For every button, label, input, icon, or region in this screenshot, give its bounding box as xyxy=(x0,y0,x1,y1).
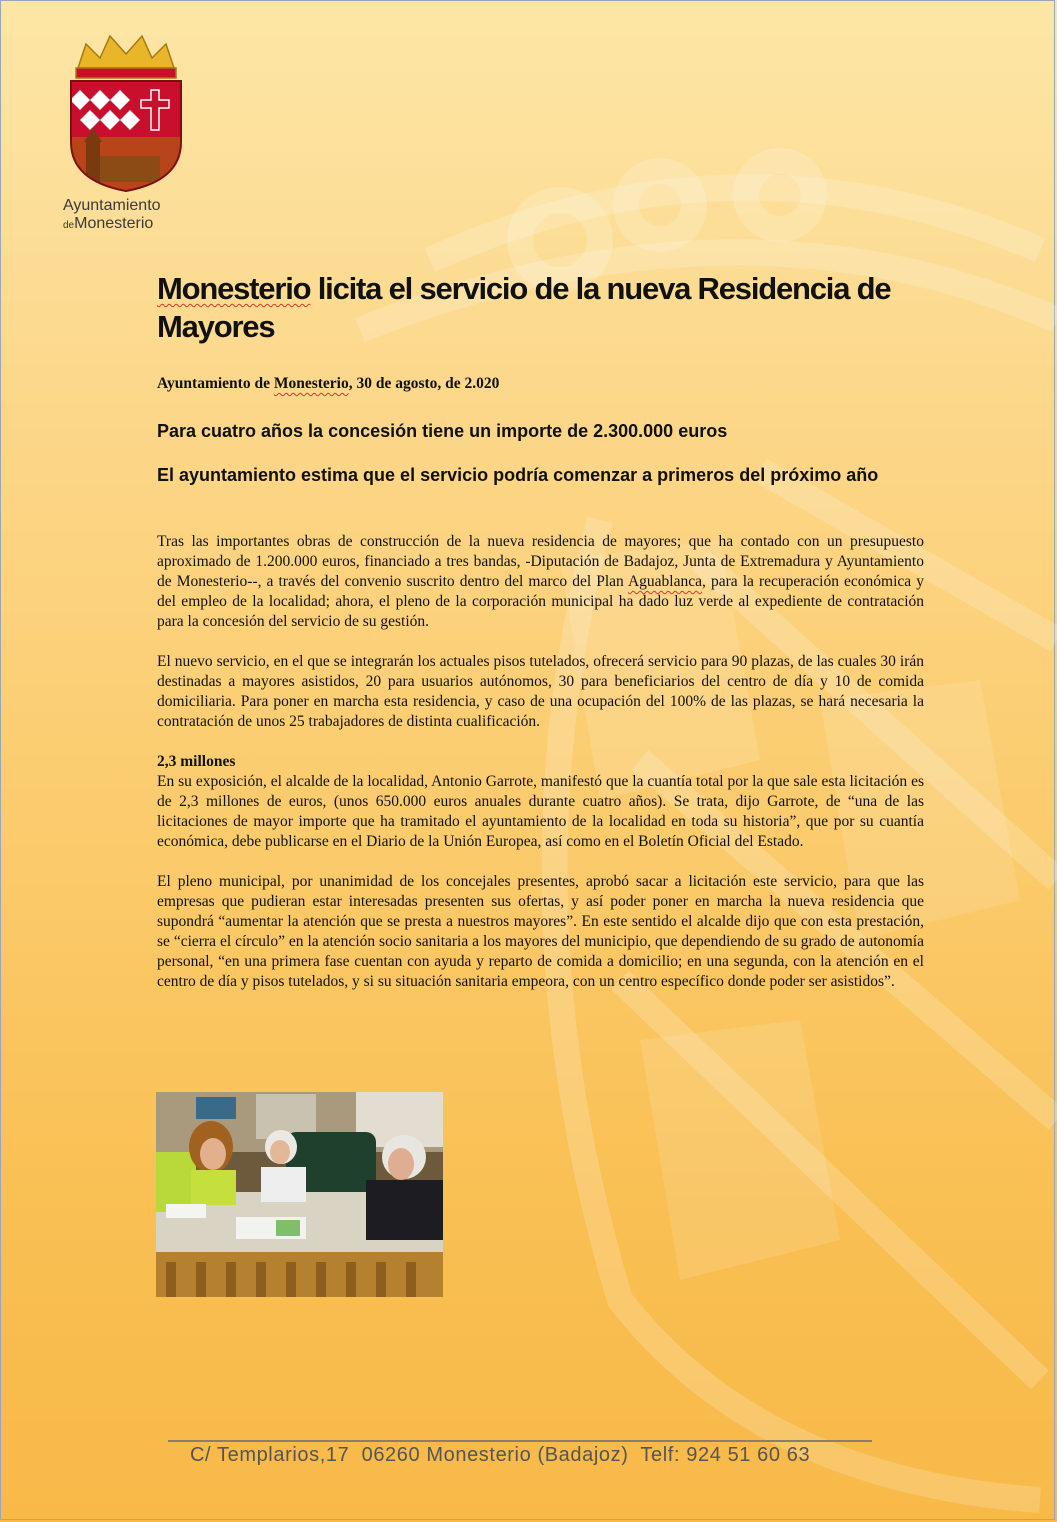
footer-divider xyxy=(168,1440,872,1442)
article-title xyxy=(157,270,937,346)
paragraph-3: En su exposición, el alcalde de la localidad, Antonio Garrote, manifestó que la cuantía total por la que sale esta licitación es de 2,3 millones de euros, (unos 650.000 euros anuales durante cuatro años). Se trata, dijo Garrote, de “una de las licitaciones de mayor importe que ha tramitado el ayuntamiento de la localidad en toda su historia”, que por su cuantía económica, debe publicarse en el Diario de la Unión Europea, así como en el Boletín Oficial del Estado. xyxy=(157,773,924,850)
paragraph-1-part1: Tras las importantes obras de construcción de la nueva residencia de mayores; que ha contado con un presupuesto aproximado de 1.200.000 euros, financiado a tres bandas, -Diputación de Badajoz, Junta de Extremadura y Ayuntamiento de Monesterio--, a través del convenio suscrito dentro del marco del Plan xyxy=(157,533,924,590)
subtitle-2: El ayuntamiento estima que el servicio podría comenzar a primeros del próximo año xyxy=(157,465,879,485)
paragraph-1-flagged-word: Aguablanca xyxy=(627,573,703,590)
logo-text xyxy=(63,197,203,235)
paragraph-2: El nuevo servicio, en el que se integrarán los actuales pisos tutelados, ofrecerá servicio para 90 plazas, de las cuales 30 irán destinadas a mayores asistidos, 20 para usuarios autónomos, 30 para beneficiarios del centro de día y 10 de comida domiciliaria. Para poner en marcha esta residencia, y caso de una ocupación del 100% de las plazas, se hará necesaria la contratación de unos 25 trabajadores de distinta cualificación. xyxy=(157,653,924,730)
paragraph-1-part2: , para la recuperación económica y del empleo de la localidad; ahora, el pleno de la corporación municipal ha dado luz verde al expediente de contratación para la concesión del servicio de su gestión. xyxy=(157,573,924,630)
paragraph-1 xyxy=(157,532,924,632)
title-spellcheck-word: Monesterio xyxy=(157,271,311,306)
dateline-suffix: , 30 de agosto, de 2.020 xyxy=(348,375,500,392)
logo-line2-prefix: de xyxy=(63,220,75,231)
subtitle-1: Para cuatro años la concesión tiene un importe de 2.300.000 euros xyxy=(157,421,728,441)
article-body xyxy=(157,532,924,1012)
dateline xyxy=(157,375,499,393)
dateline-place: Monesterio xyxy=(273,375,349,392)
paragraph-4: El pleno municipal, por unanimidad de los concejales presentes, aprobó sacar a licitación este servicio, para que las empresas que pudieran estar interesadas presenten sus ofertas, y así poder poner en marcha la nueva residencia que supondrá “aumentar la atención que se presta a nuestros mayores”. En este sentido el alcalde dijo que con esta prestación, se “cierra el círculo” en la atención socio sanitaria a los mayores del municipio, que dependiendo de su grado de autonomía personal, “en una primera fase cuentan con ayuda y reparto de comida a domicilio; en una segunda, con la atención en el centro de día y pisos tutelados, y si su situación sanitaria empeora, con un centro específico donde poder ser asistidos”. xyxy=(157,873,924,990)
footer-address: C/ Templarios,17 06260 Monesterio (Badajoz) Telf: 924 51 60 63 xyxy=(190,1444,811,1466)
title-rest: licita el servicio de la nueva Residencia de Mayores xyxy=(157,271,891,344)
logo-line2-name: Monesterio xyxy=(74,215,154,232)
logo-line1: Ayuntamiento xyxy=(63,197,161,214)
residence-photo xyxy=(156,1092,443,1297)
logo-line2 xyxy=(63,215,203,235)
section-heading: 2,3 millones xyxy=(157,753,236,770)
dateline-prefix: Ayuntamiento de xyxy=(157,375,274,392)
